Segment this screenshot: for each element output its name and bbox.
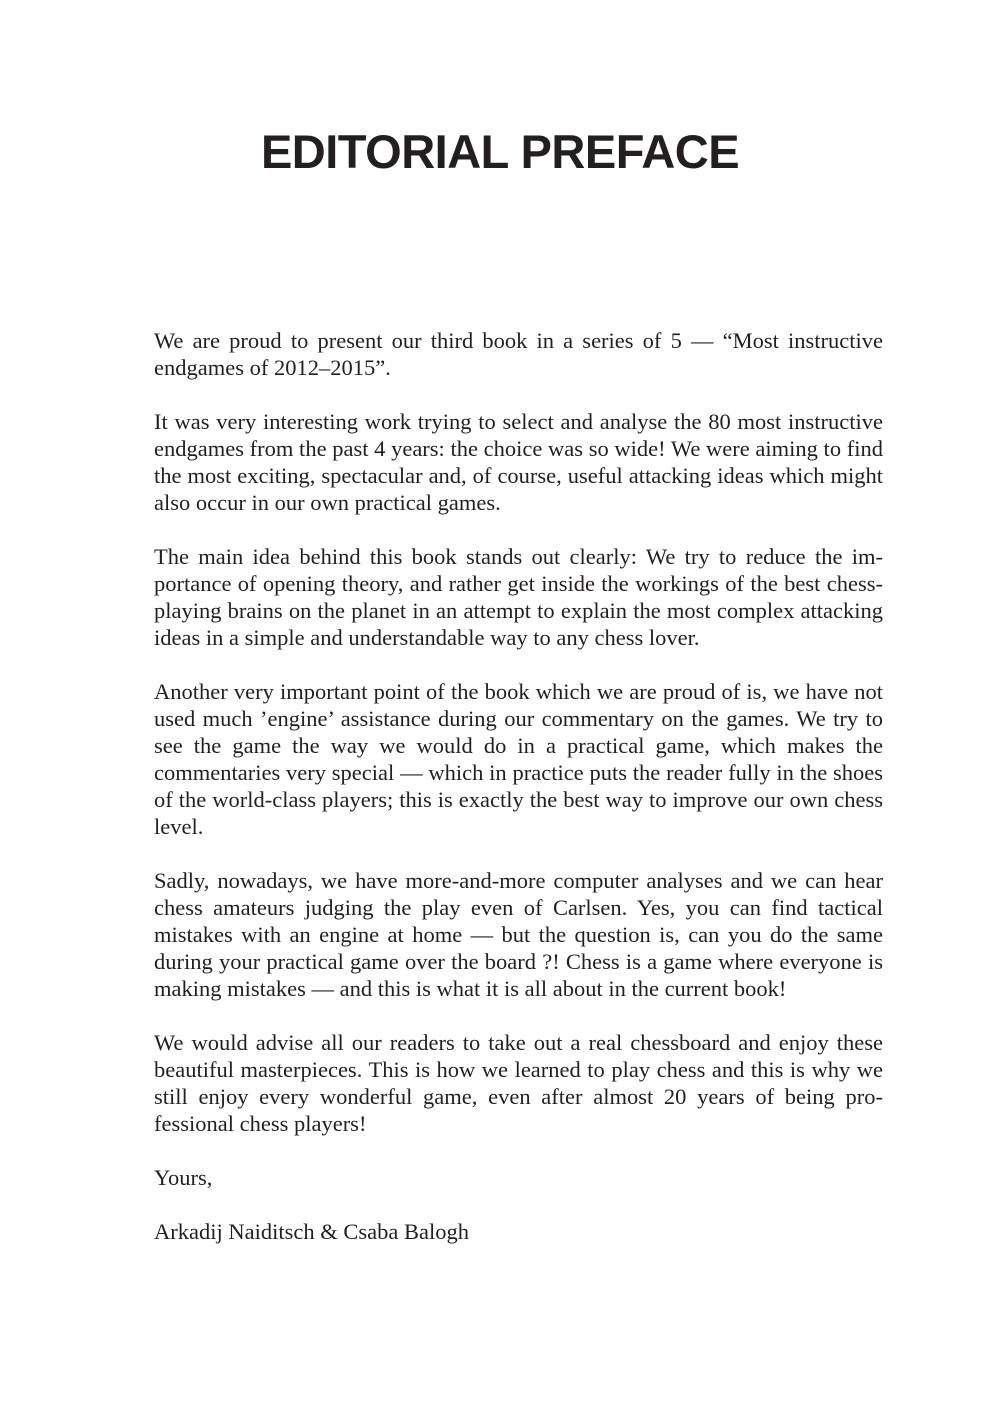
paragraph: Sadly, nowadays, we have more-and-more computer analyses and we can hear chess amateurs judging the play even of Carlsen. Yes, you can find tactical mistakes with an engine at home — but the question is, can you do the same during your practical game over the board ?! Chess is a game where everyone is making mistakes — and this is what it is all about in the current book!: [154, 868, 883, 1001]
paragraph: Another very important point of the book which we are proud of is, we have not used much ’engine’ assistance during our commentary on the games. We try to see the game the way we would do in a practical game, which makes the commentaries very special — which in practice puts the reader fully in the shoes of the world-class players; this is exactly the best way to improve our own chess level.: [154, 679, 883, 839]
closing-salutation: Yours,: [154, 1165, 213, 1190]
paragraph: It was very interesting work trying to select and analyse the 80 most instructive endgames from the past 4 years: the choice was so wide! We were aiming to find the most exciting, spectacular and, of course, useful attacking ideas which might also occur in our own practical games.: [154, 409, 883, 515]
preface-body: [154, 327, 883, 1272]
paragraph: We are proud to present our third book in a series of 5 — “Most instructive endgames of 2012–2015”.: [154, 328, 883, 380]
paragraph: We would advise all our readers to take out a real chessboard and enjoy these beautiful masterpieces. This is how we learned to play chess and this is why we still enjoy every wonderful game, even after almost 20 years of being professional chess players!: [154, 1030, 883, 1136]
author-signature: Arkadij Naiditsch & Csaba Balogh: [154, 1219, 469, 1244]
page-title: EDITORIAL PREFACE: [260, 125, 740, 178]
paragraph: The main idea behind this book stands out clearly: We try to reduce the importance of opening theory, and rather get inside the workings of the best chess-playing brains on the planet in an attempt to explain the most complex attacking ideas in a simple and understandable way to any chess lover.: [154, 544, 883, 650]
